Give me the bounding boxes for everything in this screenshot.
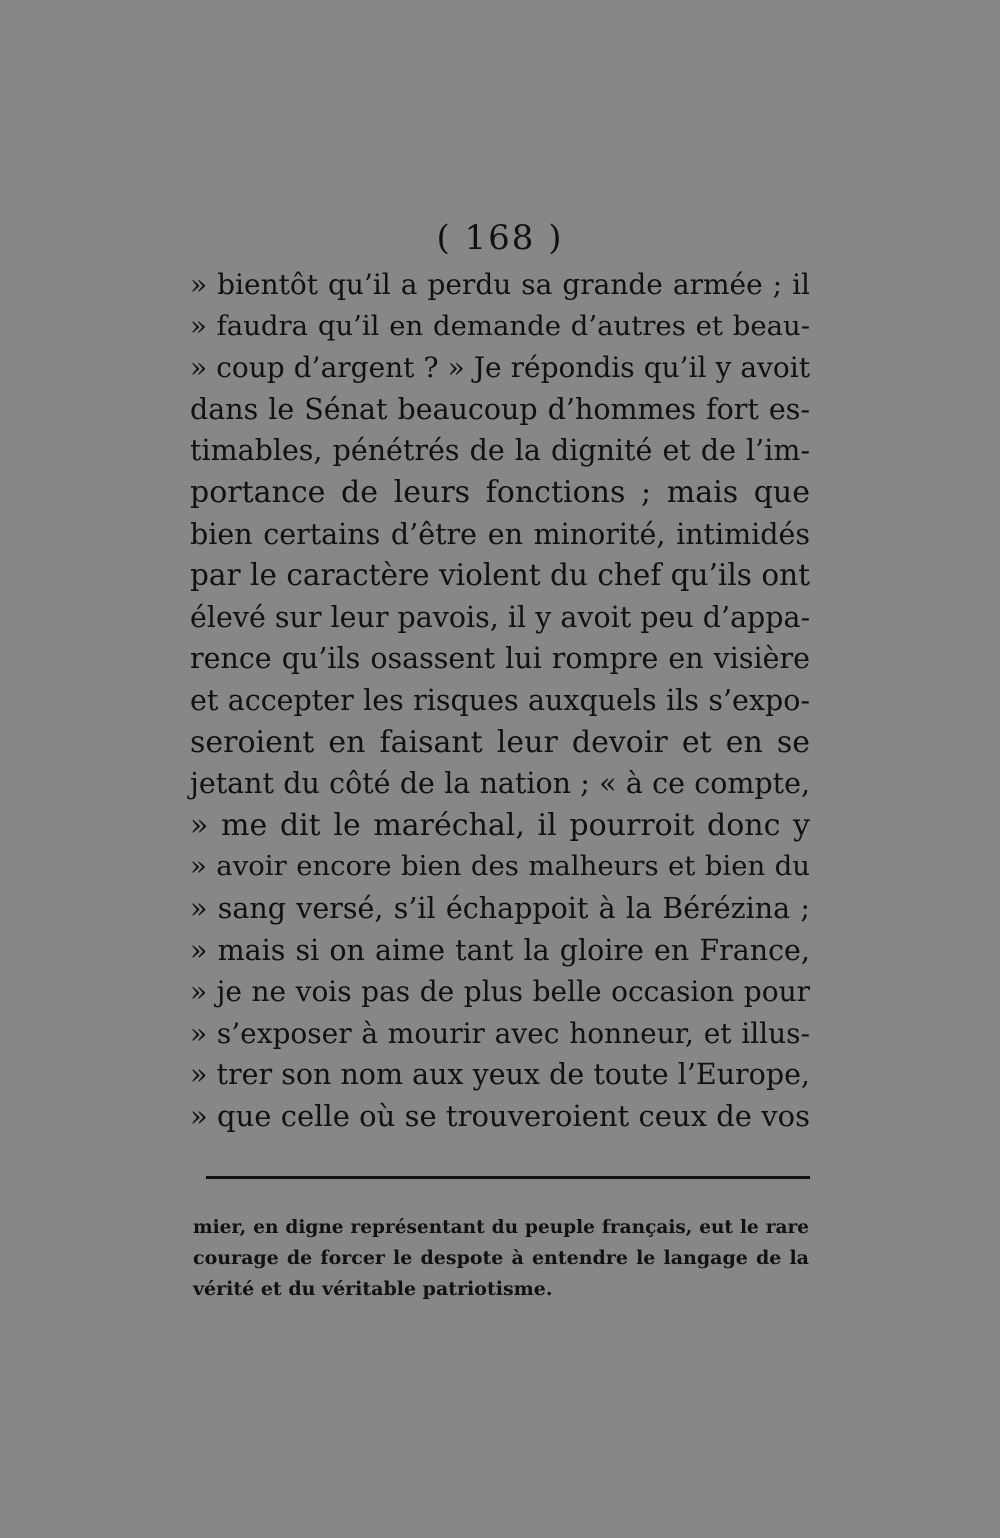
text-line: bien certains d’être en minorité, intimidés bbox=[190, 517, 810, 551]
body-text bbox=[190, 264, 810, 1137]
text-line: » je ne vois pas de plus belle occasion pour bbox=[190, 975, 810, 1009]
text-line: » trer son nom aux yeux de toute l’Europe, bbox=[190, 1058, 810, 1092]
text-line: jetant du côté de la nation ; « à ce compte, bbox=[190, 767, 810, 801]
footnote-line: vérité et du véritable patriotisme. bbox=[193, 1278, 553, 1300]
text-line: » me dit le maréchal, il pourroit donc y bbox=[190, 807, 810, 843]
text-line: par le caractère violent du chef qu’ils ont bbox=[190, 558, 810, 593]
text-line: » s’exposer à mourir avec honneur, et illus- bbox=[190, 1016, 810, 1050]
text-line: élevé sur leur pavois, il y avoit peu d’appa- bbox=[190, 600, 811, 634]
text-line: » mais si on aime tant la gloire en France, bbox=[190, 933, 810, 967]
footnote-line: courage de forcer le despote à entendre le langage de la bbox=[193, 1247, 809, 1269]
text-line: » que celle où se trouveroient ceux de vos bbox=[190, 1098, 810, 1133]
text-line: » sang versé, s’il échappoit à la Bérézina ; bbox=[190, 891, 810, 925]
text-line: seroient en faisant leur devoir et en se bbox=[190, 724, 810, 760]
text-line: » coup d’argent ? » Je répondis qu’il y avoit bbox=[190, 351, 810, 385]
text-line: » bientôt qu’il a perdu sa grande armée ; il bbox=[190, 268, 810, 301]
text-line: dans le Sénat beaucoup d’hommes fort es- bbox=[190, 392, 810, 426]
text-line: timables, pénétrés de la dignité et de l’im- bbox=[190, 434, 810, 468]
text-line: » faudra qu’il en demande d’autres et beau- bbox=[190, 309, 810, 342]
page-number: ( 168 ) bbox=[436, 218, 564, 258]
footnote bbox=[193, 1212, 809, 1305]
footnote-line: mier, en digne représentant du peuple français, eut le rare bbox=[193, 1217, 809, 1238]
text-line: rence qu’ils osassent lui rompre en visière bbox=[190, 642, 810, 676]
text-line: et accepter les risques auxquels ils s’expo- bbox=[190, 683, 810, 717]
footnote-rule bbox=[206, 1176, 810, 1179]
text-line: portance de leurs fonctions ; mais que bbox=[190, 474, 810, 510]
text-line: » avoir encore bien des malheurs et bien du bbox=[190, 850, 810, 883]
